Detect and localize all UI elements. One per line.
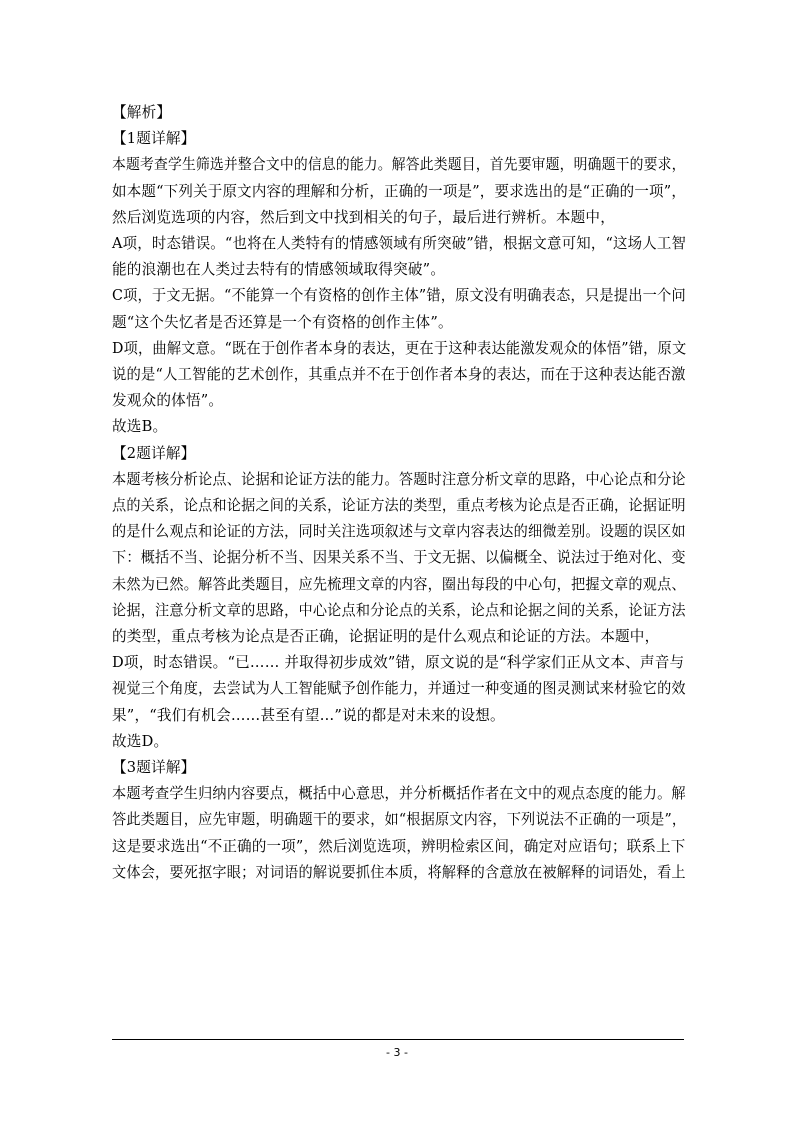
text-line: 然后浏览选项的内容，然后到文中找到相关的句子，最后进行辨析。本题中， (112, 208, 615, 226)
text-line: 本题考核分析论点、论据和论证方法的能力。答题时注意分析文章的思路，中心论点和分论 (112, 470, 686, 488)
text-line: 能的浪潮也在人类过去特有的情感领域取得突破”。 (112, 261, 446, 279)
text-line: 视觉三个角度，去尝试为人工智能赋予创作能力，并通过一种变通的图灵测试来材验它的效 (112, 680, 686, 698)
text-line: 论据，注意分析文章的思路，中心论点和分论点的关系，论点和论据之间的关系，论证方法 (112, 601, 686, 619)
text-line: 的是什么观点和论证的方法，同时关注选项叙述与文章内容表达的细微差别。设题的误区如 (112, 523, 686, 541)
text-line: 这是要求选出“不正确的一项”，然后浏览选项，辨明检索区间，确定对应语句；联系上下 (112, 837, 686, 855)
text-line: D项，时态错误。“已…… 并取得初步成效”错，原文说的是“科学家们正从文本、声音与 (112, 654, 685, 672)
text-line: 果”，“我们有机会……甚至有望…”说的都是对未来的设想。 (112, 706, 505, 724)
text-line: 文体会，要死抠字眼；对词语的解说要抓住本质，将解释的含意放在被解释的词语处，看上 (112, 863, 686, 881)
footer-rule (112, 1039, 684, 1040)
text-line: 故选B。 (112, 418, 168, 436)
text-line: 答此类题目，应先审题，明确题干的要求，如“根据原文内容，下列说法不正确的一项是”， (112, 811, 687, 829)
text-line: 题“这个失忆者是否还算是一个有资格的创作主体”。 (112, 313, 453, 331)
text-line: 下：概括不当、论据分析不当、因果关系不当、于文无据、以偏概全、说法过于绝对化、变 (112, 549, 686, 567)
text-line: C项，于文无据。“不能算一个有资格的创作主体”错，原文没有明确表态，只是提出一个问 (112, 287, 686, 305)
text-line: 故选D。 (112, 732, 169, 750)
text-line: 【3题详解】 (112, 759, 196, 777)
answer-analysis-text (112, 100, 686, 886)
page-number: - 3 - (386, 1046, 408, 1059)
text-line: 【解析】 (112, 104, 172, 121)
text-line: 未然为已然。解答此类题目，应先梳理文章的内容，圈出每段的中心句，把握文章的观点、 (112, 575, 686, 593)
text-line: 的类型，重点考核为论点是否正确，论据证明的是什么观点和论证的方法。本题中， (112, 628, 660, 646)
text-line: A项，时态错误。“也将在人类特有的情感领域有所突破”错，根据文意可知，“这场人工智 (112, 235, 687, 253)
text-line: D项，曲解文意。“既在于创作者本身的表达，更在于这种表达能激发观众的体悟”错，原文 (112, 339, 687, 357)
text-line: 本题考查学生归纳内容要点，概括中心意思，并分析概括作者在文中的观点态度的能力。解 (112, 785, 686, 803)
text-line: 说的是“人工智能的艺术创作，其重点并不在于创作者本身的表达，而在于这种表达能否激 (112, 366, 686, 384)
text-line: 本题考查学生筛选并整合文中的信息的能力。解答此类题目，首先要审题，明确题干的要求， (112, 156, 686, 174)
text-line: 发观众的体悟”。 (112, 392, 224, 410)
text-line: 点的关系，论点和论据之间的关系，论证方法的类型，重点考核为论点是否正确，论据证明 (112, 497, 686, 515)
text-line: 【1题详解】 (112, 130, 196, 148)
text-line: 【2题详解】 (112, 444, 196, 462)
text-line: 如本题“下列关于原文内容的理解和分析，正确的一项是”，要求选出的是“正确的一项”， (112, 182, 687, 200)
